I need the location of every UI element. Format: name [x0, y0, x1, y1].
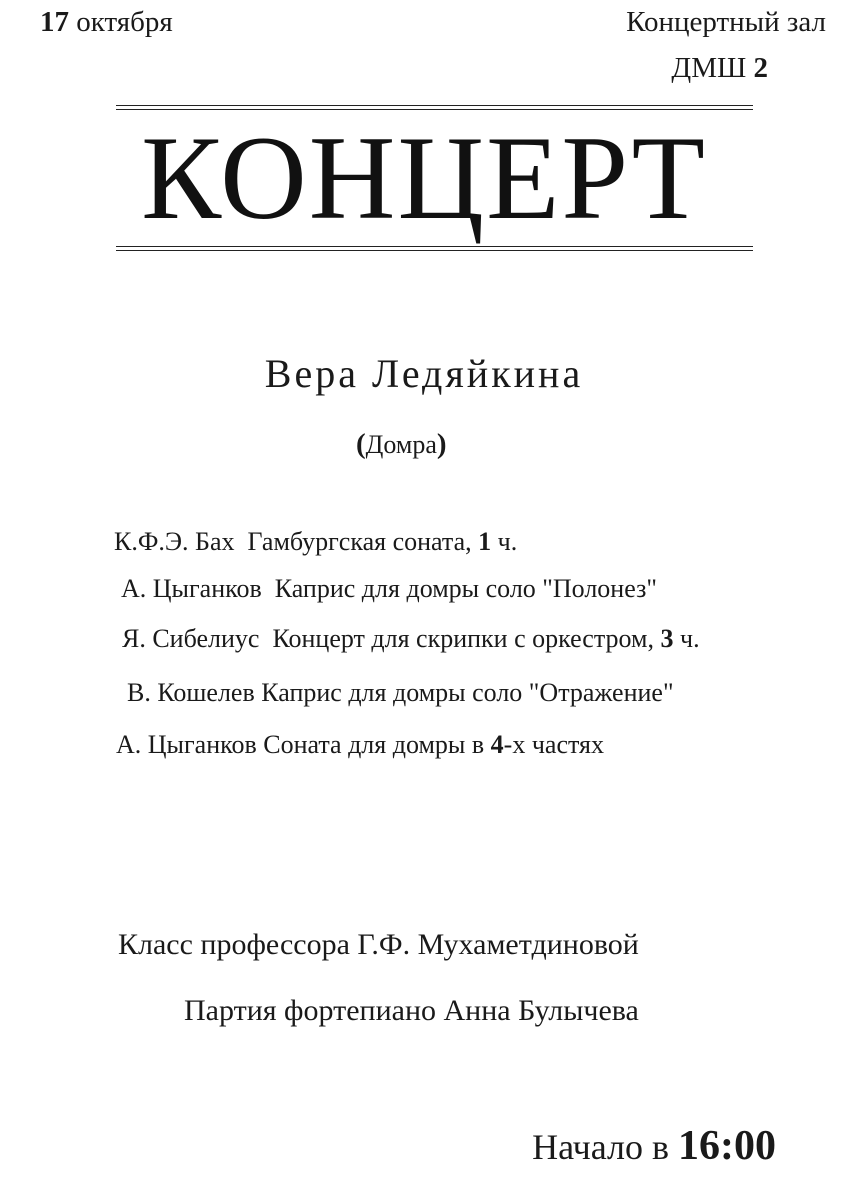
program-work: Гамбургская соната,: [247, 527, 472, 556]
concert-date: [40, 6, 173, 39]
bottom-rule-2: [116, 250, 753, 251]
venue-line-1: Концертный зал: [626, 6, 826, 38]
program-composer: А. Цыганков: [116, 730, 257, 759]
instrument-close-paren: ): [436, 428, 447, 460]
instrument-open-paren: (: [356, 428, 366, 460]
program-item: [127, 678, 674, 708]
program-work: Каприс для домры соло "Отражение": [261, 678, 674, 707]
instrument-name: Домра: [365, 430, 437, 459]
program-composer: В. Кошелев: [127, 678, 255, 707]
page-title: КОНЦЕРТ: [141, 111, 707, 244]
program-work: Соната для домры в: [263, 730, 485, 759]
date-day: 17: [40, 6, 69, 38]
bottom-rule-1: [116, 246, 753, 247]
program-composer: К.Ф.Э. Бах: [114, 527, 235, 556]
performer-name: Вера Ледяйкина: [264, 351, 584, 396]
program-part-number: 3: [660, 624, 674, 653]
venue-line-2: [671, 52, 768, 85]
top-rule-1: [116, 105, 753, 106]
program-suffix: ч.: [680, 624, 700, 653]
start-label: Начало в: [532, 1127, 669, 1167]
piano-line: Партия фортепиано Анна Булычева: [184, 994, 639, 1027]
program-suffix: ч.: [497, 527, 518, 556]
program-item: [121, 574, 657, 604]
program-item: [116, 730, 604, 760]
venue-school-number: 2: [753, 52, 768, 84]
program-work: Концерт для скрипки с оркестром,: [272, 624, 654, 653]
venue-school: ДМШ: [671, 52, 747, 84]
program-part-number: 1: [478, 527, 492, 556]
program-work: Каприс для домры соло "Полонез": [274, 574, 657, 603]
program-item: [122, 624, 700, 654]
program-composer: А. Цыганков: [121, 574, 262, 603]
program-part-number: 4: [490, 730, 504, 759]
class-line: Класс профессора Г.Ф. Мухаметдиновой: [118, 928, 639, 961]
date-month: октября: [76, 6, 173, 38]
program-item: [114, 527, 517, 557]
program-composer: Я. Сибелиус: [122, 624, 260, 653]
start-time: [532, 1122, 776, 1170]
instrument: [356, 428, 447, 461]
top-rule-2: [116, 109, 753, 110]
start-time-value: 16:00: [678, 1123, 776, 1169]
program-suffix: -х частях: [503, 730, 604, 759]
